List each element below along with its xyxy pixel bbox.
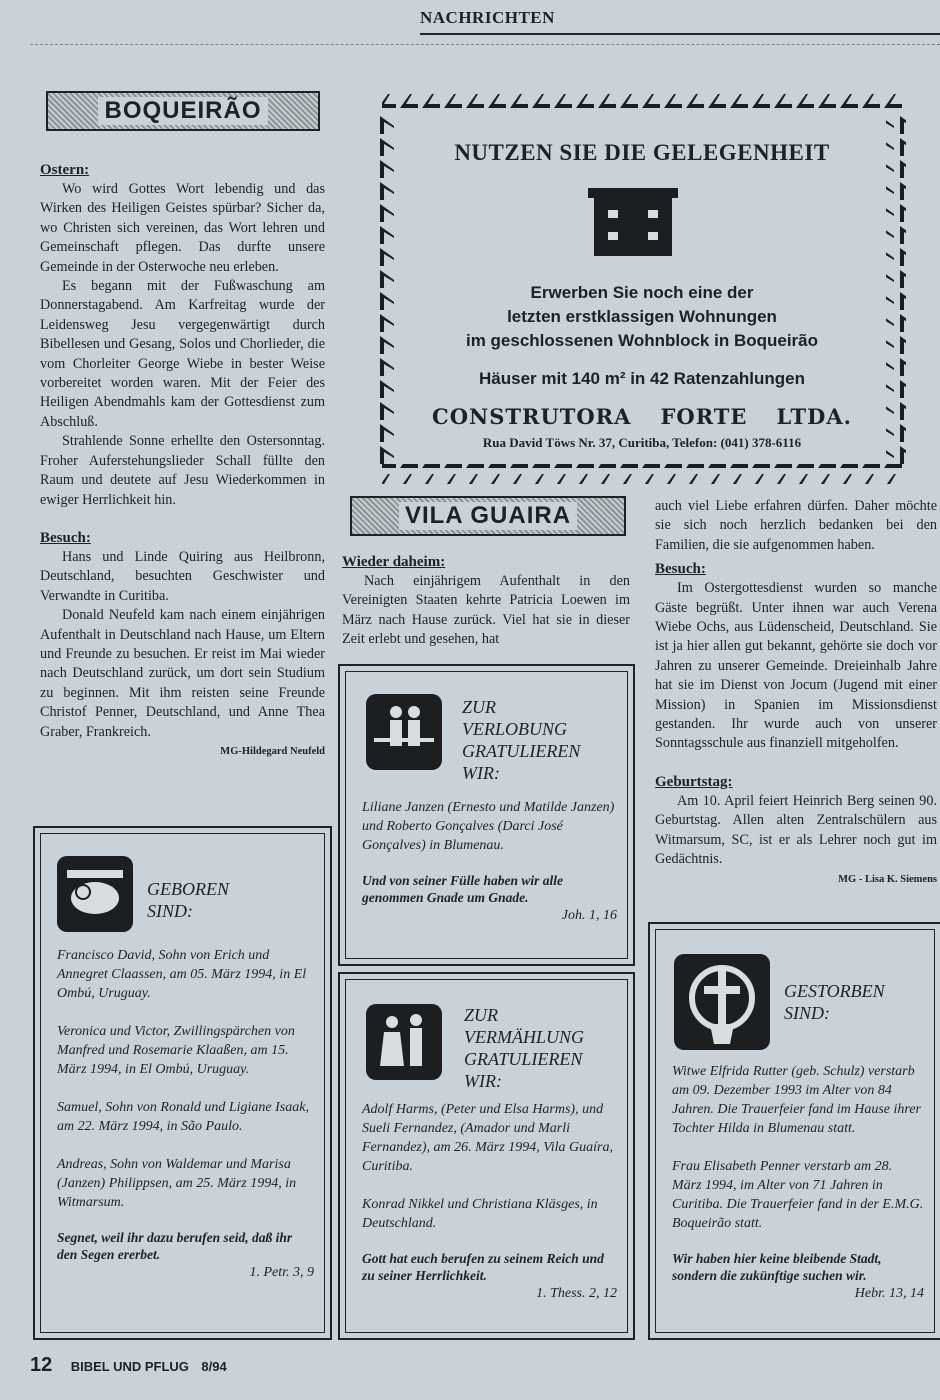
right-signature: MG - Lisa K. Siemens bbox=[838, 873, 937, 885]
besuch-p1: Hans und Linde Quiring aus Heilbronn, Deutschland, besuchten Geschwister und Verwandte in Curitiba. bbox=[40, 548, 325, 604]
birthday-heading: Geburtstag: bbox=[655, 773, 733, 790]
married-verse: Gott hat euch berufen zu seinem Reich und zu seiner Herrlichkeit. bbox=[362, 1251, 604, 1283]
birthday-text: Am 10. April feiert Heinrich Berg seinen 90. Geburtstag. Allen alten Zentralschülern aus Witmarsum, SC, ist er als Lehrer noch gut im Gedächtnis. bbox=[655, 792, 937, 868]
ad-line-4: Häuser mit 140 m² in 42 Ratenzahlungen bbox=[479, 369, 805, 388]
right-besuch-heading: Besuch: bbox=[655, 561, 706, 578]
died-entries bbox=[672, 1062, 924, 1303]
besuch-p2: Donald Neufeld kam nach einem einjährigen Aufenthalt in Deutschland nach Hause, um Eltern und Freunde zu besuchen. Er reist im Mai wieder nach Deutschland zurück, um dort sein Studium zu beginnen. Mit ihm reisten seine Freunde Christof Penner, Deutschland, und Anne Thea Graber, Frankreich. bbox=[40, 607, 325, 740]
engaged-verse-ref: Joh. 1, 16 bbox=[561, 908, 617, 923]
cross-wreath-icon bbox=[674, 954, 770, 1050]
ad-firm-3: LTDA. bbox=[776, 404, 852, 429]
died-verse: Wir haben hier keine bleibende Stadt, sondern die zukünftige suchen wir. bbox=[672, 1251, 882, 1283]
born-title-2: SIND: bbox=[147, 901, 193, 921]
born-entry-2: Veronica und Victor, Zwillingspärchen von Manfred und Rosemarie Klaaßen, am 15. März 1994, in El Ombú, Uruguay. bbox=[57, 1024, 295, 1077]
boqueirao-title: BOQUEIRÃO bbox=[98, 97, 267, 125]
died-entry-2: Frau Elisabeth Penner verstarb am 28. März 1994, im Alter von 71 Jahren in Curitiba. Die Trauerfeier fand in der E.M.G. Boqueirão statt. bbox=[672, 1159, 924, 1231]
born-entries bbox=[57, 946, 314, 1282]
engaged-title-1: ZUR bbox=[462, 697, 497, 717]
couple-icon bbox=[366, 694, 442, 770]
baby-icon bbox=[57, 856, 133, 932]
magazine-name: BIBEL UND PFLUG bbox=[70, 1359, 189, 1374]
died-box bbox=[648, 922, 940, 1340]
ad-line-2: letzten erstklassigen Wohnungen bbox=[507, 307, 777, 326]
page-number: 12 bbox=[30, 1354, 53, 1376]
vila-title-bar bbox=[350, 496, 626, 536]
married-entry-1: Adolf Harms, (Peter und Elsa Harms), und Sueli Fernandez, (Amador und Marli Fernandez), am 26. März 1994, Vila Guaíra, Curitiba. bbox=[362, 1102, 613, 1174]
construction-ad bbox=[376, 92, 908, 486]
besuch-heading: Besuch: bbox=[40, 529, 91, 546]
wieder-p1: Nach einjährigem Aufenthalt in den Vereinigten Staaten kehrte Patricia Loewen im März nach Hause zurück. Viel hat sie in dieser Zeit erlebt und gesehen, hat bbox=[342, 573, 630, 648]
ad-firm-1: CONSTRUTORA bbox=[432, 404, 632, 429]
married-verse-ref: 1. Thess. 2, 12 bbox=[536, 1286, 617, 1301]
vila-title: VILA GUAIRA bbox=[399, 502, 577, 530]
ostern-heading: Ostern: bbox=[40, 162, 90, 178]
married-entries bbox=[362, 1100, 617, 1303]
right-continuation: auch viel Liebe erfahren dürfen. Daher möchte sie sich noch herzlich bedanken bei den Familien, die sie aufgenommen haben. bbox=[655, 498, 937, 553]
born-box bbox=[33, 826, 332, 1340]
vila-column bbox=[342, 552, 630, 650]
boqueirao-column bbox=[40, 160, 325, 761]
engaged-entry: Liliane Janzen (Ernesto und Matilde Janzen) und Roberto Gonçalves (Darci José Gonçalves) in Blumenau. bbox=[362, 800, 615, 853]
born-title-1: GEBOREN bbox=[147, 879, 229, 899]
page-footer bbox=[30, 1354, 227, 1377]
ad-line-1: Erwerben Sie noch eine der bbox=[530, 283, 754, 302]
ad-line-3: im geschlossenen Wohnblock in Boqueirão bbox=[465, 331, 819, 350]
died-title-2: SIND: bbox=[784, 1003, 830, 1023]
header-rule bbox=[420, 33, 940, 35]
engaged-verse: Und von seiner Fülle haben wir alle genommen Gnade um Gnade. bbox=[362, 873, 564, 905]
died-verse-ref: Hebr. 13, 14 bbox=[854, 1286, 924, 1301]
engaged-title-3: GRATULIEREN bbox=[462, 741, 581, 761]
born-verse: Segnet, weil ihr dazu berufen seid, daß ihr den Segen ererbet. bbox=[57, 1230, 293, 1262]
building-icon bbox=[588, 188, 678, 256]
right-column bbox=[655, 497, 937, 889]
ad-headline: NUTZEN SIE DIE GELEGENHEIT bbox=[454, 140, 830, 165]
married-title-3: GRATULIEREN bbox=[464, 1049, 583, 1069]
ostern-p3: Strahlende Sonne erhellte den Ostersonntag. Froher Auferstehungslieder Schall füllte den Raum und deutete auf Jesu Wiederkommen in ewiger Herrlichkeit hin. bbox=[40, 433, 325, 508]
born-entry-4: Andreas, Sohn von Waldemar und Marisa (Janzen) Philippsen, am 25. März 1994, in Witmarsum. bbox=[57, 1157, 297, 1210]
born-verse-ref: 1. Petr. 3, 9 bbox=[249, 1265, 314, 1280]
engaged-title-4: WIR: bbox=[462, 763, 500, 783]
died-title-1: GESTORBEN bbox=[784, 981, 885, 1001]
married-entry-2: Konrad Nikkel und Christiana Kläsges, in Deutschland. bbox=[362, 1197, 598, 1231]
section-header: NACHRICHTEN bbox=[420, 8, 555, 27]
top-divider bbox=[30, 44, 940, 45]
wieder-heading: Wieder daheim: bbox=[342, 554, 446, 570]
issue-number: 8/94 bbox=[201, 1359, 227, 1374]
born-entry-1: Francisco David, Sohn von Erich und Annegret Claassen, am 05. März 1994, in El Ombú, Uruguay. bbox=[57, 948, 307, 1001]
ostern-p2: Es begann mit der Fußwaschung am Donnerstagabend. Am Karfreitag wurde der Leidensweg Jesu vergegenwärtigt durch Bibellesen und Gesang, Solos und Chorlieder, die vom Chorleiter George Wiebe in bester Weise vorbereitet worden waren. Mit der Feier des Heiligen Abendmahls kam der Gottesdienst zum Abschluß. bbox=[40, 278, 325, 430]
born-entry-3: Samuel, Sohn von Ronald und Ligiane Isaak, am 22. März 1994, in São Paulo. bbox=[57, 1100, 309, 1134]
engaged-title-2: VERLOBUNG bbox=[462, 719, 567, 739]
wedding-couple-icon bbox=[366, 1004, 442, 1080]
boqueirao-title-bar bbox=[46, 91, 320, 131]
ad-firm-2: FORTE bbox=[660, 404, 748, 429]
ad-firm-name bbox=[432, 404, 852, 429]
engaged-entries bbox=[362, 798, 617, 925]
married-title-1: ZUR bbox=[464, 1005, 499, 1025]
right-besuch-text: Im Ostergottesdienst wurden so manche Gäste begrüßt. Unter ihnen war auch Verena Wiebe Ochs, aus Lüdenscheid, Deutschland. Sie ist ja hier allen gut bekannt, gehörte sie doch vor Jahren zu unserer Gemeinde. Dreieinhalb Jahre hat sie im Dienst von Jocum (Jugend mit einer Mission) in Spanien im Missionsdienst gestanden. Ihr wurde auch von unserer Sonntagsschule aus finanziell mitgeholfen. bbox=[655, 580, 937, 752]
ostern-p1: Wo wird Gottes Wort lebendig und das Wirken des Heiligen Geistes spürbar? Sicher da, wo Christen sich vereinen, das Wort lehren und Gemeinschaft pflegen. Das durfte unsere Gemeinde in der Osterwoche neu erleben. bbox=[40, 181, 325, 275]
ad-address: Rua David Töws Nr. 37, Curitiba, Telefon: (041) 378-6116 bbox=[482, 435, 802, 450]
married-title-2: VERMÄHLUNG bbox=[464, 1027, 584, 1047]
married-title-4: WIR: bbox=[464, 1071, 502, 1091]
wedding-box bbox=[338, 972, 635, 1340]
died-entry-1: Witwe Elfrida Rutter (geb. Schulz) verstarb am 09. Dezember 1993 im Alter von 84 Jahren. Die Trauerfeier fand im Hause ihrer Tochter Hilda in Blumenau statt. bbox=[672, 1064, 921, 1136]
engagement-box bbox=[338, 664, 635, 966]
signature: MG-Hildegard Neufeld bbox=[220, 745, 325, 757]
